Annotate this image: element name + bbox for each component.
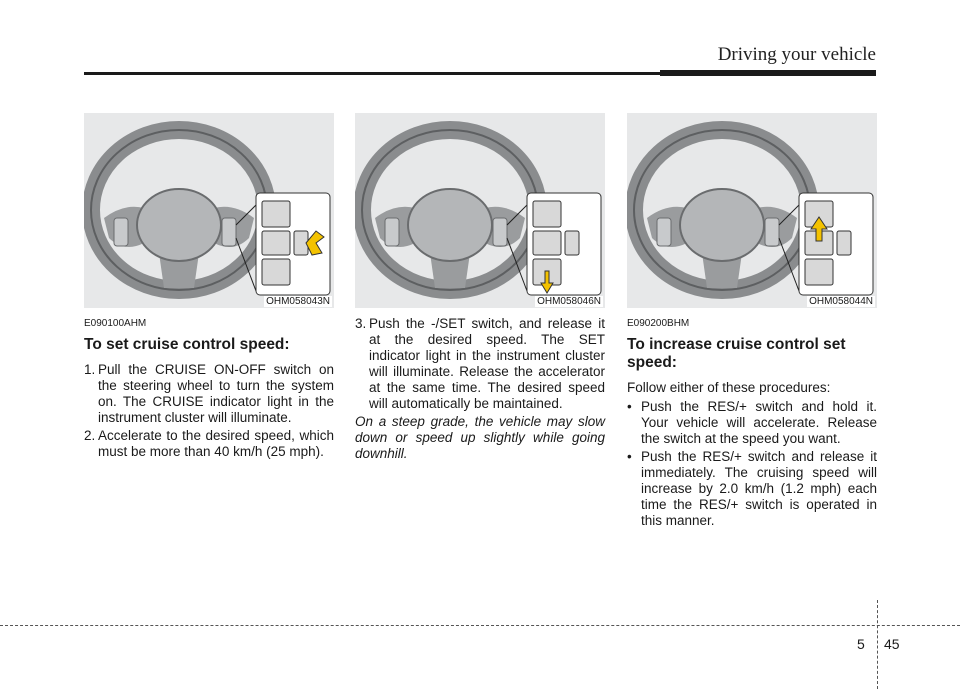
section-code: E090100AHM	[84, 318, 147, 329]
footer-divider	[877, 600, 878, 689]
section-heading: To increase cruise control set speed:	[627, 336, 846, 371]
steering-wheel-illustration	[627, 113, 877, 308]
footer-rule	[0, 625, 960, 626]
bullet-text: Push the RES/+ switch and release it immediately. The cruising speed will increase by 2.0 km/h (1.2 mph) each time the RES/+ switch is operated in this manner.	[641, 449, 877, 528]
header-rule-accent	[660, 70, 876, 76]
step-list	[84, 362, 334, 460]
bullet-text: Push the RES/+ switch and hold it. Your vehicle will accelerate. Release the switch at the speed you want.	[641, 399, 877, 446]
steering-wheel-illustration	[84, 113, 334, 308]
list-item	[84, 362, 334, 426]
section-code: E090200BHM	[627, 318, 690, 329]
list-item	[627, 399, 877, 447]
intro-text: Follow either of these procedures:	[627, 380, 831, 395]
step-number: 3.	[355, 316, 367, 331]
step-number: 1.	[84, 362, 96, 377]
steering-wheel-figure-2	[355, 113, 605, 308]
step-number: 2.	[84, 428, 96, 443]
page-number: 45	[884, 636, 900, 652]
section-heading: To set cruise control speed:	[84, 336, 290, 353]
figure-code: OHM058044N	[809, 296, 873, 307]
figure-code: OHM058043N	[266, 296, 330, 307]
step-list	[355, 316, 605, 412]
list-item	[84, 428, 334, 460]
chapter-number: 5	[857, 636, 865, 652]
step-text: Push the -/SET switch, and release it at the desired speed. The SET indicator light in the instrument cluster will illuminate. Release the accelerator at the same time. The desired speed will automatically be maintained.	[369, 316, 605, 411]
list-item	[627, 449, 877, 529]
steering-wheel-illustration	[355, 113, 605, 308]
column-set-speed-continued	[355, 316, 605, 465]
section-title: Driving your vehicle	[717, 44, 876, 65]
list-item	[355, 316, 605, 412]
bullet: •	[627, 399, 632, 414]
bullet: •	[627, 449, 632, 464]
steering-wheel-figure-1	[84, 113, 334, 308]
note-text: On a steep grade, the vehicle may slow down or speed up slightly while going downhill.	[355, 414, 605, 461]
column-set-speed	[84, 316, 334, 462]
bullet-list	[627, 399, 877, 529]
column-increase-speed	[627, 316, 877, 531]
step-text: Pull the CRUISE ON-OFF switch on the steering wheel to turn the system on. The CRUISE indicator light in the instrument cluster will illuminate.	[98, 362, 334, 425]
figure-code: OHM058046N	[537, 296, 601, 307]
steering-wheel-figure-3	[627, 113, 877, 308]
step-text: Accelerate to the desired speed, which must be more than 40 km/h (25 mph).	[98, 428, 334, 459]
